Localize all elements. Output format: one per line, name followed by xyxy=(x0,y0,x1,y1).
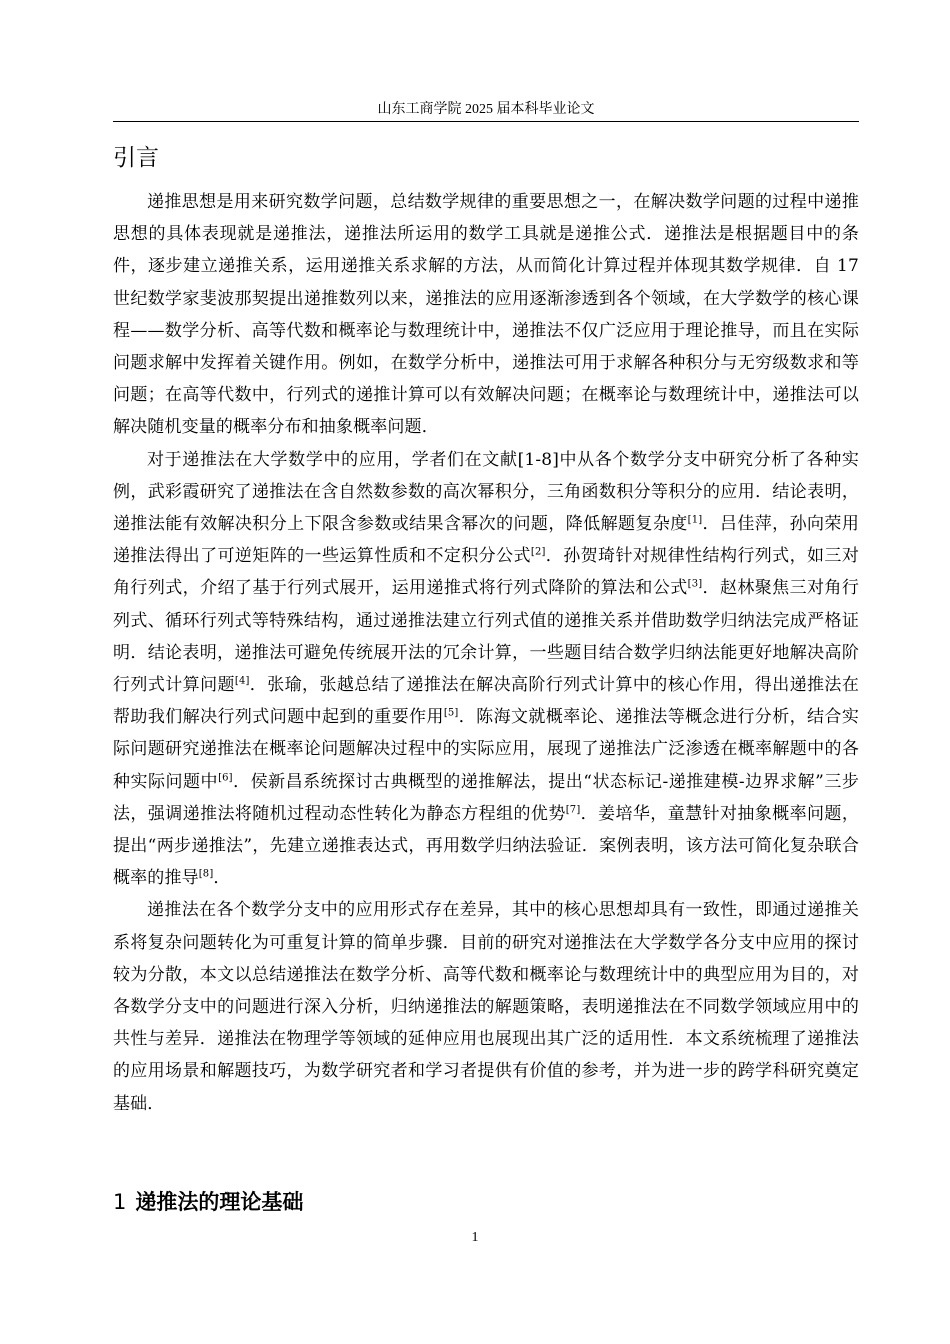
paragraph-3: 递推法在各个数学分支中的应用形式存在差异，其中的核心思想却具有一致性，即通过递推关系将复杂问题转化为可重复计算的简单步骤．目前的研究对递推法在大学数学各分支中应用的探讨较为分散，本文以总结递推法在数学分析、高等代数和概率论与数理统计中的典型应用为目的，对各数学分支中的问题进行深入分析，归纳递推法的解题策略，表明递推法在不同数学领域应用中的共性与差异．递推法在物理学等领域的延伸应用也展现出其广泛的适用性．本文系统梳理了递推法的应用场景和解题技巧，为数学研究者和学习者提供有价值的参考，并为进一步的跨学科研究奠定基础． xyxy=(113,900,859,1114)
text-segment: ． xyxy=(213,868,231,889)
text-segment: 对于递推法在大学数学中的应用，学者们在文献[1-8]中从各个数学分支中研究分析了各种实例，武彩霞研究了递推法在含自然数参数的高次幂积分，三角函数积分等积分的应用．结论表明，递推法能有效解决积分上下限含参数或结果含幂次的问题，降低解题复杂度 xyxy=(113,449,859,535)
intro-heading: 引言 xyxy=(113,145,159,171)
paragraph-2 xyxy=(113,444,859,895)
citation: [2] xyxy=(530,546,546,558)
text-segment: ．陈海文就概率论、递推法等概念进行分析，结合实际问题研究递推法在概率论问题解决过程中的实际应用，展现了递推法广泛渗透在概率解题中的各种实际问题中 xyxy=(113,707,859,792)
citation: [6] xyxy=(218,772,233,783)
text-segment: ．姜培华，童慧针对抽象概率问题，提出“两步递推法”，先建立递推表达式，再用数学归纳法验证．案例表明，该方法可简化复杂联合概率的推导 xyxy=(113,803,859,889)
citation: [5] xyxy=(443,707,459,719)
section-1-heading xyxy=(113,1185,303,1219)
citation: [4] xyxy=(234,675,250,687)
section-title-text: 递推法的理论基础 xyxy=(135,1190,304,1214)
text-segment: ．侯新昌系统探讨古典概型的递推解法，提出“状态标记-递推建模-边界求解”三步法，强调递推法将随机过程动态性转化为静态方程组的优势 xyxy=(113,771,859,824)
citation: [7] xyxy=(565,804,581,816)
running-header: 山东工商学院 2025 届本科毕业论文 xyxy=(377,102,595,117)
section-number: 1 xyxy=(113,1190,127,1214)
citation: [3] xyxy=(687,578,703,590)
page-number: 1 xyxy=(471,1230,479,1245)
text-segment: ．赵林聚焦三对角行列式、循环行列式等特殊结构，通过递推法建立行列式值的递推关系并借助数学归纳法完成严格证明．结论表明，递推法可避免传统展开法的冗余计算，一些题目结合数学归纳法能更好地解决高阶行列式计算问题 xyxy=(113,578,859,696)
header-rule xyxy=(113,121,859,122)
intro-body xyxy=(113,186,859,1120)
text-segment: ．孙贺琦针对规律性结构行列式，如三对角行列式，介绍了基于行列式展开，运用递推式将行列式降阶的算法和公式 xyxy=(113,546,859,599)
paragraph-1: 递推思想是用来研究数学问题，总结数学规律的重要思想之一，在解决数学问题的过程中递推思想的具体表现就是递推法，递推法所运用的数学工具就是递推公式．递推法是根据题目中的条件，逐步建立递推关系，运用递推关系求解的方法，从而简化计算过程并体现其数学规律．自 17 世纪数学家斐波那契提出递推数列以来，递推法的应用逐渐渗透到各个领域，在大学数学的核心课程——数学分析、高等代数和概率论与数理统计中，递推法不仅广泛应用于理论推导，而且在实际问题求解中发挥着关键作用。例如，在数学分析中，递推法可用于求解各种积分与无穷级数求和等问题；在高等代数中，行列式的递推计算可以有效解决问题；在概率论与数理统计中，递推法可以解决随机变量的概率分布和抽象概率问题． xyxy=(113,192,859,438)
citation: [8] xyxy=(198,868,214,880)
citation: [1] xyxy=(687,514,703,526)
text-segment: ．张瑜，张越总结了递推法在解决高阶行列式计算中的核心作用，得出递推法在帮助我们解决行列式问题中起到的重要作用 xyxy=(113,675,859,728)
text-segment: ．吕佳萍，孙向荣用递推法得出了可逆矩阵的一些运算性质和不定积分公式 xyxy=(113,514,859,567)
